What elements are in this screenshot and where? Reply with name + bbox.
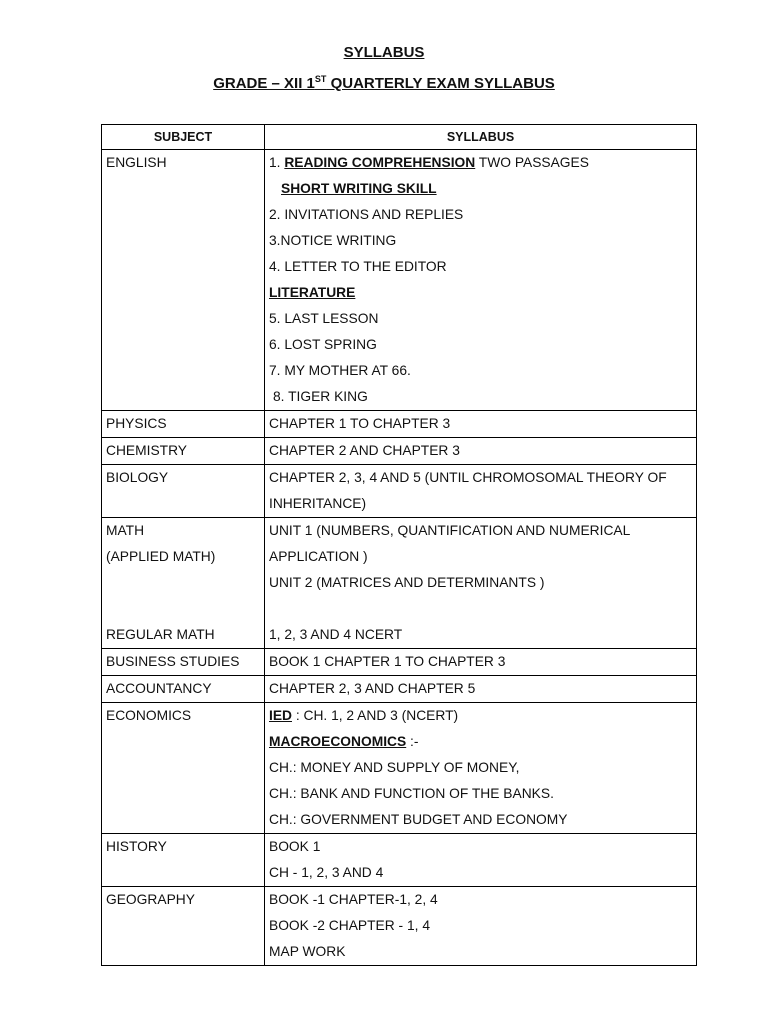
syllabus-cell <box>265 834 697 887</box>
syllabus-line: APPLICATION ) <box>269 549 368 564</box>
syllabus-line <box>269 729 692 755</box>
subject-cell <box>102 411 265 438</box>
subject-cell <box>102 649 265 676</box>
header-syllabus: SYLLABUS <box>265 125 697 150</box>
syllabus-line: 3.NOTICE WRITING <box>269 233 397 248</box>
subheading-part2: QUARTERLY EXAM SYLLABUS <box>326 75 555 92</box>
subject-label: ECONOMICS <box>106 708 192 723</box>
syllabus-line: 5. LAST LESSON <box>269 311 379 326</box>
table-row-physics <box>102 411 697 438</box>
line-text: :- <box>406 734 419 749</box>
syllabus-line: UNIT 1 (NUMBERS, QUANTIFICATION AND NUMERICAL <box>269 523 631 538</box>
subject-cell <box>102 834 265 887</box>
page-subheading <box>0 75 768 92</box>
table-row-geography <box>102 887 697 966</box>
line-text: : CH. 1, 2 AND 3 (NCERT) <box>292 708 459 723</box>
syllabus-line: 2. INVITATIONS AND REPLIES <box>269 207 464 222</box>
syllabus-cell <box>265 649 697 676</box>
table-row-chemistry <box>102 438 697 465</box>
table-row-english <box>102 150 697 411</box>
table-row-business-studies <box>102 649 697 676</box>
syllabus-line: BOOK 1 CHAPTER 1 TO CHAPTER 3 <box>269 654 506 669</box>
syllabus-cell <box>265 150 697 411</box>
subject-label: MATH <box>106 523 145 538</box>
syllabus-line: CHAPTER 2, 3, 4 AND 5 (UNTIL CHROMOSOMAL THEORY OF <box>269 470 667 485</box>
syllabus-line: 8. TIGER KING <box>273 389 368 404</box>
subject-label: CHEMISTRY <box>106 443 188 458</box>
syllabus-line: 4. LETTER TO THE EDITOR <box>269 259 447 274</box>
subject-label: GEOGRAPHY <box>106 892 195 907</box>
subject-cell <box>102 676 265 703</box>
header-subject: SUBJECT <box>102 125 265 150</box>
subject-cell <box>102 518 265 649</box>
subject-sublabel: REGULAR MATH <box>106 627 215 642</box>
syllabus-line: 1, 2, 3 AND 4 NCERT <box>269 627 403 642</box>
table-row-history <box>102 834 697 887</box>
table-row-math <box>102 518 697 649</box>
syllabus-line: 6. LOST SPRING <box>269 337 377 352</box>
subject-label: PHYSICS <box>106 416 167 431</box>
subject-label: ACCOUNTANCY <box>106 681 212 696</box>
syllabus-line: MAP WORK <box>269 944 346 959</box>
syllabus-cell <box>265 887 697 966</box>
syllabus-line: CH.: MONEY AND SUPPLY OF MONEY, <box>269 760 520 775</box>
line-text: TWO PASSAGES <box>475 155 589 170</box>
syllabus-line: CHAPTER 1 TO CHAPTER 3 <box>269 416 451 431</box>
subject-label: BUSINESS STUDIES <box>106 654 240 669</box>
syllabus-cell <box>265 411 697 438</box>
subject-cell <box>102 703 265 834</box>
syllabus-line: CH.: BANK AND FUNCTION OF THE BANKS. <box>269 786 554 801</box>
section-heading: SHORT WRITING SKILL <box>281 181 437 196</box>
section-heading: LITERATURE <box>269 285 356 300</box>
section-heading: READING COMPREHENSION <box>284 155 476 170</box>
table-row-economics <box>102 703 697 834</box>
syllabus-line: CHAPTER 2 AND CHAPTER 3 <box>269 443 460 458</box>
syllabus-line: UNIT 2 (MATRICES AND DETERMINANTS ) <box>269 575 545 590</box>
subheading-superscript: ST <box>314 74 327 84</box>
section-heading: MACROECONOMICS <box>269 734 407 749</box>
syllabus-line: CH.: GOVERNMENT BUDGET AND ECONOMY <box>269 812 568 827</box>
line-number: 1. <box>269 155 285 170</box>
syllabus-table <box>101 124 697 966</box>
syllabus-line <box>269 703 692 729</box>
table-row-biology <box>102 465 697 518</box>
syllabus-cell <box>265 676 697 703</box>
subject-label: ENGLISH <box>106 155 167 170</box>
table-header-row <box>102 125 697 150</box>
subject-label: BIOLOGY <box>106 470 169 485</box>
syllabus-cell <box>265 438 697 465</box>
syllabus-line: CHAPTER 2, 3 AND CHAPTER 5 <box>269 681 476 696</box>
syllabus-cell <box>265 703 697 834</box>
subject-sublabel: (APPLIED MATH) <box>106 549 216 564</box>
syllabus-cell <box>265 518 697 649</box>
subheading-part1: GRADE – XII 1 <box>213 75 315 92</box>
syllabus-line: 7. MY MOTHER AT 66. <box>269 363 411 378</box>
subject-label: HISTORY <box>106 839 167 854</box>
table-row-accountancy <box>102 676 697 703</box>
syllabus-line: CH - 1, 2, 3 AND 4 <box>269 865 384 880</box>
section-heading: IED <box>269 708 292 723</box>
subject-cell <box>102 438 265 465</box>
subject-cell <box>102 465 265 518</box>
syllabus-line: BOOK -1 CHAPTER-1, 2, 4 <box>269 892 438 907</box>
syllabus-cell <box>265 465 697 518</box>
syllabus-line <box>269 150 692 176</box>
subject-cell <box>102 887 265 966</box>
subject-cell <box>102 150 265 411</box>
syllabus-line: BOOK 1 <box>269 839 321 854</box>
page-heading: SYLLABUS <box>343 44 425 61</box>
syllabus-line: BOOK -2 CHAPTER - 1, 4 <box>269 918 431 933</box>
syllabus-line: INHERITANCE) <box>269 496 367 511</box>
